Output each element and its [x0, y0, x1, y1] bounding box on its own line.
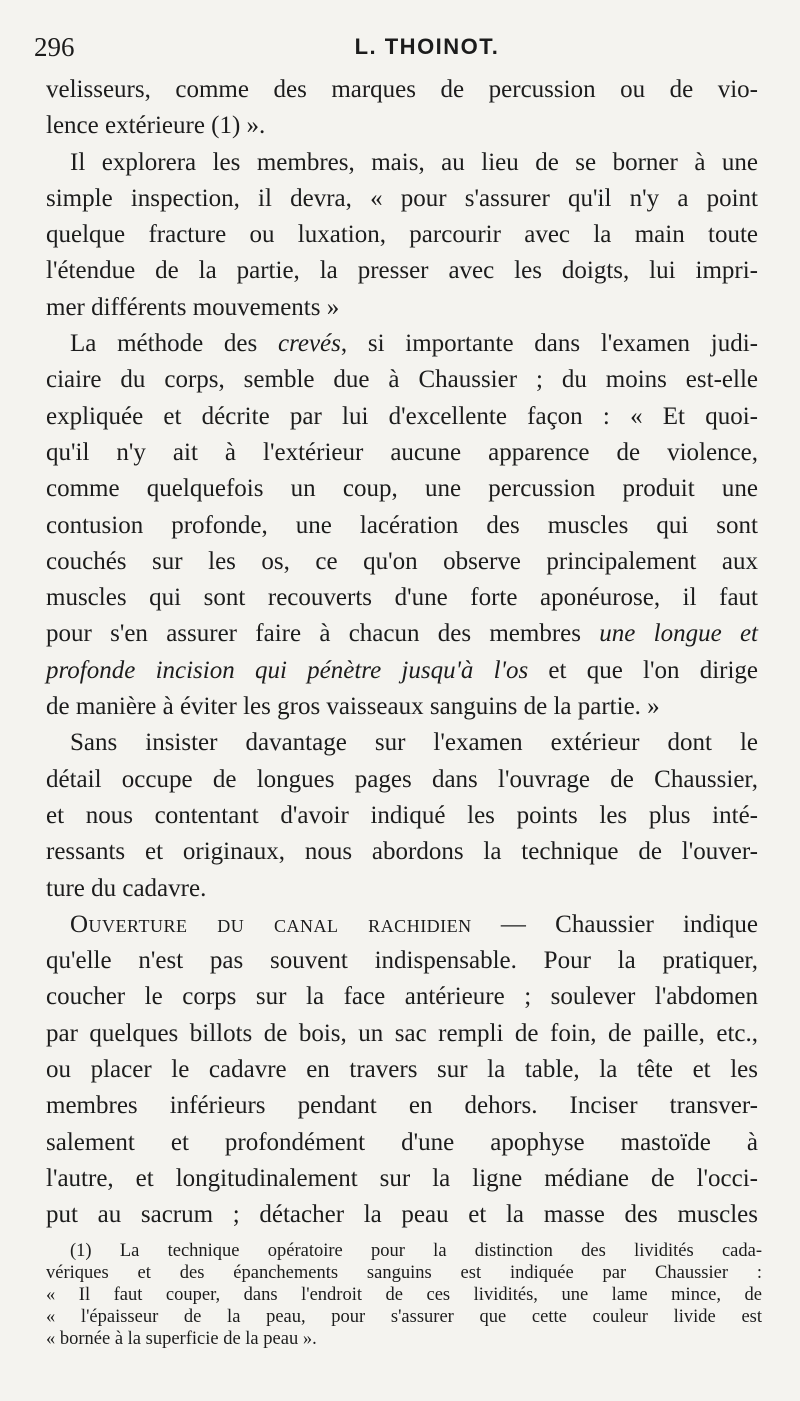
text-line: couchés sur les os, ce qu'on observe principalement aux	[46, 547, 758, 575]
text-line: simple inspection, il devra, « pour s'assurer qu'il n'y a point	[46, 184, 758, 212]
text-line: détail occupe de longues pages dans l'ouvrage de Chaussier,	[46, 765, 758, 793]
running-head: L. THOINOT.	[354, 34, 500, 59]
main-text	[46, 72, 758, 1234]
text-line: qu'elle n'est pas souvent indispensable. Pour la pratiquer,	[46, 947, 758, 975]
text-line: l'autre, et longitudinalement sur la ligne médiane de l'occi-	[46, 1164, 758, 1192]
text-line: mer différents mouvements »	[46, 293, 340, 321]
text-line: l'étendue de la partie, la presser avec les doigts, lui impri-	[46, 257, 758, 285]
text-line: ou placer le cadavre en travers sur la table, la tête et les	[46, 1056, 758, 1084]
italic-text: une longue et	[599, 620, 759, 648]
text-line	[46, 616, 758, 652]
footnote-line: « Il faut couper, dans l'endroit de ces lividités, une lame mince, de	[46, 1285, 762, 1305]
text-span: — Chaussier indique	[471, 910, 758, 938]
page-header	[34, 28, 760, 72]
text-line	[46, 326, 758, 362]
text-line: par quelques billots de bois, un sac rempli de foin, de paille, etc.,	[46, 1019, 758, 1047]
page-number: 296	[34, 32, 75, 62]
text-line: ressants et originaux, nous abordons la technique de l'ouver-	[46, 838, 758, 866]
text-line: velisseurs, comme des marques de percussion ou de vio-	[46, 76, 758, 103]
text-line: et nous contentant d'avoir indiqué les points les plus inté-	[46, 801, 758, 829]
text-span: pour s'en assurer faire à chacun des membres	[46, 620, 600, 648]
text-line: muscles qui sont recouverts d'une forte aponéurose, il faut	[46, 584, 758, 612]
section-heading: Ouverture du canal rachidien	[70, 910, 472, 938]
text-line: ture du cadavre.	[46, 874, 207, 902]
footnote-line: « l'épaisseur de la peau, pour s'assurer que cette couleur livide est	[46, 1307, 762, 1327]
text-line: membres inférieurs pendant en dehors. Inciser transver-	[46, 1092, 758, 1120]
text-line: contusion profonde, une lacération des muscles qui sont	[46, 511, 758, 539]
italic-text: crevés	[277, 330, 341, 358]
text-line: qu'il n'y ait à l'extérieur aucune apparence de violence,	[46, 438, 758, 466]
italic-text: profonde incision qui pénètre jusqu'à l'os	[46, 656, 529, 684]
text-line: put au sacrum ; détacher la peau et la masse des muscles	[46, 1201, 758, 1229]
text-line: coucher le corps sur la face antérieure ; soulever l'abdomen	[46, 983, 758, 1011]
text-line: de manière à éviter les gros vaisseaux sanguins de la partie. »	[46, 693, 660, 721]
section-heading-line	[46, 907, 758, 943]
text-line: Sans insister davantage sur l'examen extérieur dont le	[70, 729, 758, 757]
text-span: et que l'on dirige	[528, 656, 759, 684]
text-line: Il explorera les membres, mais, au lieu de se borner à une	[70, 148, 758, 176]
text-line	[46, 653, 758, 689]
text-span: , si importante dans l'examen judi-	[340, 330, 758, 358]
text-span: La méthode des	[70, 330, 278, 358]
footnote-block	[46, 1240, 762, 1350]
footnote-line: « bornée à la superficie de la peau ».	[46, 1329, 317, 1349]
text-line: ciaire du corps, semble due à Chaussier ; du moins est-elle	[46, 366, 758, 394]
text-line: comme quelquefois un coup, une percussion produit une	[46, 475, 758, 503]
text-line: salement et profondément d'une apophyse mastoïde à	[46, 1128, 758, 1156]
footnote-line: vériques et des épanchements sanguins est indiquée par Chaussier :	[46, 1263, 762, 1283]
footnote-line: (1) La technique opératoire pour la distinction des lividités cada-	[70, 1241, 762, 1261]
text-line: lence extérieure (1) ».	[46, 112, 266, 140]
text-line: quelque fracture ou luxation, parcourir avec la main toute	[46, 221, 758, 249]
text-line: expliquée et décrite par lui d'excellente façon : « Et quoi-	[46, 402, 758, 430]
